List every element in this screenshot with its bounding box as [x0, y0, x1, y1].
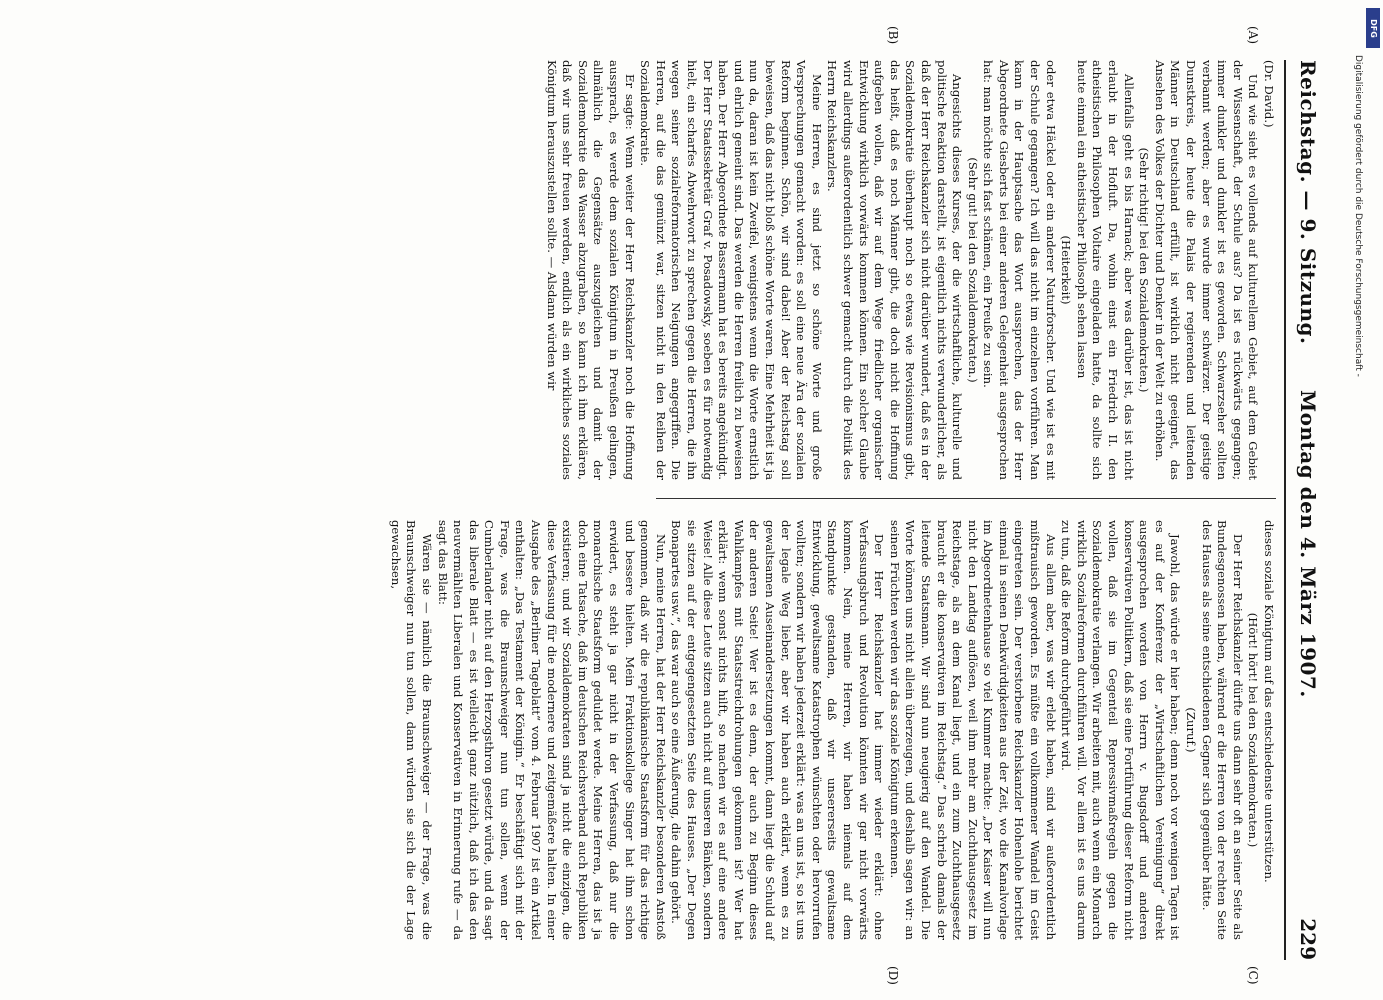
- interjection: (Heiterkeit): [1059, 235, 1074, 305]
- page-header: [1290, 60, 1320, 960]
- margin-marker-b: (B): [886, 26, 900, 45]
- left-paragraph: Meine Herren, es sind jetzt so schöne Worte und große Versprechungen gemacht worden: es soll eine neue Ära der sozialen Reform beginnen. Schön, wir sind dabei! Aber der Reichstag soll beweisen, daß das nicht bloß schöne Worte waren. Eine Mehrheit ist ja nun da, daran ist kein Zweifel, wenigstens wenn die Worte ernstlich und ehrlich gemeint sind. Das werden die Herren freilich zu beweisen haben. Der Herr Abgeordnete Bassermann hat es bereits angekündigt. Der Herr Staatssekretär Graf v. Posadowsky, soeben es für notwendig hielt, ein scharfes Abwehrwort zu sprechen gegen die Herren, die ihn wegen seiner sozialreformatorischen Neigungen angegriffen. Die Herren, auf die das gemünzt war, sitzen nicht in den Reihen der Sozialdemokratie.: [638, 60, 824, 480]
- left-column: [544, 60, 1276, 480]
- speaker-label: (Dr. David.): [1262, 60, 1276, 128]
- page-number: 229: [1296, 918, 1320, 960]
- left-paragraph: Er sagte: Wenn weiter der Herr Reichskanzler noch die Hoffnung aussprach, es werde dem sozialen Königtum in Preußen gelingen, allmählich die Gegensätze auszugleichen und damit der Sozialdemokratie das Wasser abzugraben, so kann ich ihm erklären, daß wir uns sehr freuen werden, endlich als ein wirkliches soziales Königtum herauszustellen sollte. — Alsdann würden wir: [544, 60, 637, 480]
- interjection: (Hört! hört! bei den Sozialdemokraten.): [1246, 612, 1261, 848]
- left-paragraph: Und wie sieht es vollends auf kulturellem Gebiet, auf dem Gebiet der Wissenschaft, der Schule aus? Da ist es rückwärts gegangen; immer dunkler und dunkler ist es geworden. Schwarzseher sollten verbannt werden; aber es wurde immer schwärzer. Der geistige Dunstkreis, der heute die Palais der regierenden und leitenden Männer in Deutschland erfüllt, ist wirklich nicht geeignet, das Ansehen des Volkes der Dichter und Denker in der Welt zu erhöhen.: [1152, 60, 1261, 480]
- header-rule: [1284, 60, 1286, 960]
- header-session: Reichstag. — 9. Sitzung.: [1296, 60, 1320, 345]
- digitization-note: Digitalisierung gefördert durch die Deutsche Forschungsgemeinschaft -: [1353, 55, 1363, 377]
- left-paragraph: Allenfalls geht es bis Harnack; aber was darüber ist, das ist nicht erlaubt in der Hofluft. Da, wohin einst ein Friedrich II. den atheistischen Philosophen Voltaire eingeladen hatte, da sollte sich heute einmal ein atheistischer Philosoph sehen lassen: [1074, 60, 1136, 480]
- margin-marker-a: (A): [1246, 26, 1260, 45]
- header-date: Montag den 4. März 1907.: [1296, 390, 1320, 698]
- left-paragraph: oder etwa Häckel oder ein anderer Naturforscher. Und wie ist es mit der Schule gegangen? Ich will das nicht im einzelnen vorführen. Man kann in der Hauptsache das Wort aussprechen, das der Herr Abgeordnete Giesberts bei einer anderen Gelegenheit ausgesprochen hat: man möchte sich fast schämen, ein Preuße zu sein.: [981, 60, 1058, 480]
- right-paragraph: Wären sie — nämlich die Braunschweiger — der Frage, was die Braunschweiger nun tun sollen, dann würden sie sich die der Lage gewachsen,: [388, 520, 434, 940]
- right-paragraph: Jawohl, das würde er hier haben; denn noch vor wenigen Tagen ist es auf der Konferenz der „Wirtschaftlichen Vereinigung“ direkt ausgesprochen worden von Herrn v. Bugsdorff und anderen konservativen Politikern, daß sie eine Fortführung dieser Reform nicht wollen, daß sie im Gegenteil Repressivmaßregeln gegen die Sozialdemokratie verlangen. Wir arbeiten mit, auch wenn ein Monarch wirklich Sozialreformen durchführen will. Vor allem ist es uns darum zu tun, daß die Reform durchgeführt wird.: [1059, 520, 1183, 940]
- margin-marker-d: (D): [886, 966, 900, 985]
- right-paragraph: Der Herr Reichskanzler dürfte uns dann sehr oft an seiner Seite als Bundesgenossen haben, während er die Herren von der rechten Seite des Hauses als seine entschiedenen Gegner sich gegenüber hätte.: [1199, 520, 1245, 940]
- margin-marker-c: (C): [1246, 966, 1260, 985]
- interjection: (Sehr gut! bei den Sozialdemokraten.): [965, 157, 980, 383]
- column-divider: [656, 498, 1276, 499]
- left-paragraph: Angesichts dieses Kurses, der die wirtschaftliche, kulturelle und politische Reaktion darstellt, ist eigentlich nichts verwunderlicher, als daß der Herr Reichskanzler sich nicht darüber wundert, daß es in der Sozialdemokratie überhaupt noch so etwas wie Revisionismus gibt, das heißt, daß es noch Männer gibt, die doch nicht die Hoffnung aufgeben wollen, daß wir auf dem Wege friedlicher organischer Entwicklung wirklich vorwärts kommen können. Ein solcher Glaube wird allerdings außerordentlich schwer gemacht durch die Politik des Herrn Reichskanzlers.: [825, 60, 965, 480]
- dfg-logo: DFG: [1366, 8, 1380, 48]
- right-paragraph: dieses soziale Königtum auf das entschiedenste unterstützen.: [1262, 520, 1276, 883]
- right-column: [388, 520, 1276, 940]
- right-paragraph: Nun, meine Herren, hat der Herr Reichskanzler besonderen Anstoß genommen, daß wir die republikanische Staatsform für das richtige und bessere hielten. Mein Fraktionskollege Singer hat ihm schon erwidert, es steht ja gar nicht in der Verfassung, daß nur die monarchische Staatsform geduldet werde. Meine Herren, das ist ja doch eine Tatsache, daß im deutschen Reichsverband auch Republiken existieren; und wir Sozialdemokraten sind ja nicht die einzigen, die diese Verfassung für die modernere und zeitgemäßere halten. In einer Ausgabe des „Berliner Tageblatt“ vom 4. Februar 1907 ist ein Artikel enthalten: „Das Testament der Königin.“ Er beschäftigt sich mit der Frage, was die Braunschweiger nun tun sollen, wenn der Cumberlander nicht auf den Herzogsthron gesetzt würde, und da sagt das liberale Blatt — es ist vielleicht ganz nützlich, daß ich das den neuvermählten Liberalen und Konservativen in Erinnerung rufe — da sagt das Blatt:: [435, 520, 668, 940]
- interjection: (Sehr richtig! bei den Sozialdemokraten.): [1137, 147, 1152, 393]
- right-paragraph: Aus allem aber, was wir erlebt haben, sind wir außerordentlich mißtrauisch geworden. Es müßte ein vollkommener Wandel im Geist eingetreten sein. Der verstorbene Reichskanzler Hohenlohe berichtet einmal in seinen Denkwürdigkeiten aus der Zeit, wo die Kanalvorlage im Abgeordnetenhause so viel Kummer machte: „Der Kaiser will nun nicht den Landtag auflösen, weil ihm mehr am Zuchthausgesetz im Reichstage, als an dem Kanal liegt, und ein zum Zuchthausgesetz braucht er die konservativen im Reichstag.“ Das schrieb damals der leitende Staatsmann. Wir sind nun neugierig auf den Wandel. Die Worte können uns nicht allein überzeugen, und deshalb sagen wir: an seinen Früchten werden wir das soziale Königtum erkennen.: [887, 520, 1058, 940]
- right-paragraph: Der Herr Reichskanzler hat immer wieder erklärt: ohne Verfassungsbruch und Revolution könnten wir gar nicht vorwärts kommen. Nein, meine Herren, wir haben niemals auf dem Standpunkte gestanden, daß wir unsererseits gewaltsame Entwicklung, gewaltsame Katastrophen wünschten oder hervorrufen wollten; sondern wir haben jederzeit erklärt: was an uns ist, so ist uns der legale Weg lieber, aber wir haben auch erklärt, wenn es zu gewaltsamen Auseinandersetzungen kommt, dann liegt die Schuld auf der anderen Seite! Wer ist es denn, der auch zu Beginn dieses Wahlkampfes mit Staatsstreichdrohungen gekommen ist? Wer hat erklärt: wenn sonst nichts hilft, so machen wir es auf eine andere Weise! Alle diese Leute sitzen auch nicht auf unseren Bänken, sondern sie sitzen auf der entgegengesetzten Seite des Hauses. „Der Degen Bonapartes usw.“, das war auch so eine Äußerung, die dahin gehört.: [669, 520, 887, 940]
- interjection: (Zuruf.): [1184, 707, 1199, 753]
- rotated-page-content: [80, 26, 1320, 985]
